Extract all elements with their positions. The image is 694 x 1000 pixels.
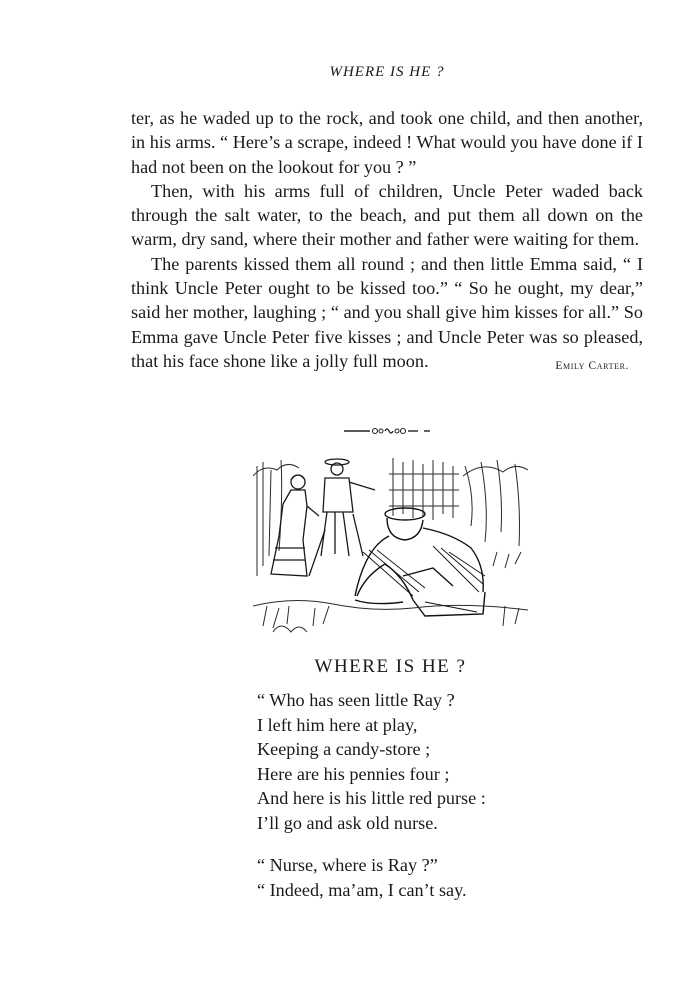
poem-line: And here is his little red purse : (257, 788, 486, 809)
poem-line: “ Indeed, ma’am, I can’t say. (257, 879, 467, 900)
story-paragraph: ter, as he waded up to the rock, and took one child, and then another, in his arms. “ Here’s a scrape, indeed ! What would you have done if I had not been on the lookout for you ? ” (131, 108, 643, 177)
poem-line: Keeping a candy-store ; (257, 739, 431, 760)
running-header (0, 64, 694, 81)
poem-stanza-1 (257, 688, 486, 836)
ornament-divider-icon (342, 424, 432, 438)
running-title: WHERE IS HE ? (329, 64, 445, 80)
author-signature: Emily Carter. (555, 359, 629, 372)
garden-engraving-icon (253, 456, 528, 640)
story-text (131, 106, 643, 378)
poem-line: “ Who has seen little Ray ? (257, 690, 455, 710)
story-paragraph-text: The parents kissed them all round ; and then little Emma said, “ I think Uncle Peter ought to be kissed too.” “ So he ought, my dear,” said her mother, laughing ; “ and you shall give him kisses for all.” So Emma gave Uncle Peter five kisses ; and Uncle Peter was so pleased, that his face shone like a jolly full moon. (131, 253, 643, 371)
poem-title: WHERE IS HE ? (314, 656, 467, 677)
poem-line: Here are his pennies four ; (257, 763, 450, 784)
story-paragraph: Then, with his arms full of children, Uncle Peter waded back through the salt water, to the beach, and put them all down on the warm, dry sand, where their mother and father were waiting for them. (131, 180, 643, 250)
poem-line: I left him here at play, (257, 714, 418, 735)
poem-line: “ Nurse, where is Ray ?” (257, 855, 438, 875)
poem-line: I’ll go and ask old nurse. (257, 812, 438, 833)
story-paragraph (131, 252, 643, 373)
poem-stanza-2 (257, 853, 467, 902)
